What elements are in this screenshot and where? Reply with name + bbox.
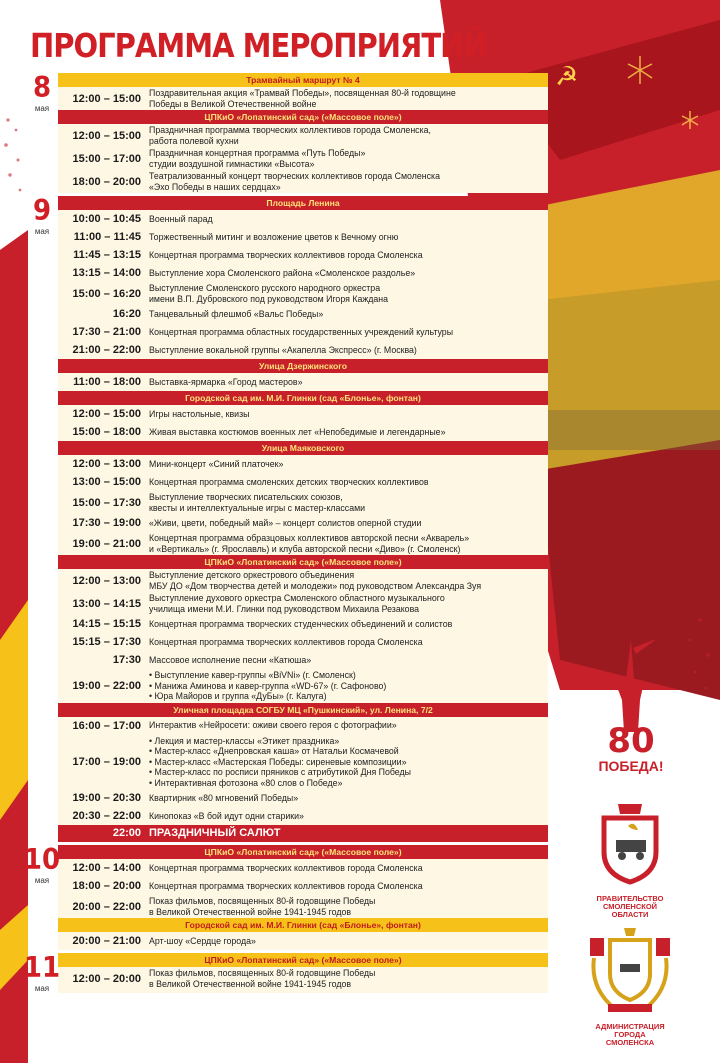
- event-description: Арт-шоу «Сердце города»: [149, 935, 256, 946]
- event-row: [58, 87, 548, 110]
- event-description: Показ фильмов, посвященных 80-й годовщине Победы в Великой Отечественной войне 1941-1945 годов: [149, 968, 376, 989]
- event-description: Выступление хора Смоленского района «Смоленское раздолье»: [149, 267, 416, 278]
- event-description: • Лекция и мастер-классы «Этикет праздника» • Мастер-класс «Днепровская каша» от Натальи Космачевой • Мастер-класс «Мастерская Победы: сиреневые композиции» • Мастер-класс по росписи пряников с атрибутикой Дня Победы • Интерактивная фотозона «80 слов о Победе»: [149, 735, 411, 788]
- event-row: [58, 669, 548, 703]
- event-time: 12:00 – 15:00: [72, 408, 141, 420]
- event-time: 17:30 – 21:00: [72, 326, 141, 338]
- event-time: 17:30 – 19:00: [72, 517, 141, 529]
- victory-number: 80: [607, 721, 655, 761]
- event-time: 18:00 – 20:00: [72, 175, 141, 188]
- venue-header: Улица Дзержинского: [58, 359, 548, 373]
- event-row: [58, 532, 548, 555]
- fireworks-time: 22:00: [112, 827, 141, 839]
- event-row: [58, 895, 548, 918]
- event-row: [58, 807, 548, 825]
- day-block: [23, 951, 544, 993]
- event-row: [58, 932, 548, 950]
- smolensk-region-emblem: [588, 800, 672, 919]
- event-description: Танцевальный флешмоб «Вальс Победы»: [149, 308, 324, 319]
- city-caption: АДМИНИСТРАЦИЯ ГОРОДА СМОЛЕНСКА: [595, 1022, 665, 1047]
- event-row: [58, 877, 548, 895]
- smolensk-city-emblem: [588, 928, 672, 1047]
- event-description: Выступление Смоленского русского народного оркестра имени В.П. Дубровского под руководством Игоря Каждана: [149, 283, 389, 304]
- event-row: [58, 323, 548, 341]
- event-row: [58, 282, 548, 305]
- event-time: 20:00 – 21:00: [72, 935, 141, 947]
- event-row: [58, 405, 548, 423]
- event-description: Военный парад: [149, 213, 213, 224]
- event-description: Концертная программа творческих коллективов города Смоленска: [149, 636, 423, 647]
- event-row: [58, 341, 548, 359]
- event-row: [58, 967, 548, 990]
- event-time: 20:00 – 22:00: [72, 900, 141, 913]
- event-row: [58, 170, 548, 193]
- day-label: [23, 951, 61, 993]
- venue-header: ЦПКиО «Лопатинский сад» («Массовое поле»): [58, 110, 548, 124]
- day-block: [30, 73, 544, 193]
- event-description: Выступление детского оркестрового объединения МБУ ДО «Дом творчества детей и молодежи» под руководством Александра Зуя: [149, 570, 482, 591]
- event-row: [58, 455, 548, 473]
- event-description: Выступление духового оркестра Смоленского областного музыкального училища имени М.И. Глинки под руководством Михаила Резакова: [149, 593, 445, 614]
- day-month: мая: [34, 104, 50, 113]
- event-time: 13:15 – 14:00: [72, 267, 141, 279]
- venue-header: Улица Маяковского: [58, 441, 548, 455]
- event-description: Живая выставка костюмов военных лет «Непобедимые и легендарные»: [149, 426, 446, 437]
- event-time: 12:00 – 13:00: [72, 458, 141, 470]
- event-time: 17:00 – 19:00: [72, 755, 141, 768]
- venue-header: ЦПКиО «Лопатинский сад» («Массовое поле»): [58, 845, 548, 859]
- event-description: Концертная программа смоленских детских творческих коллективов: [149, 476, 429, 487]
- event-time: 14:15 – 15:15: [72, 618, 141, 630]
- venue-header: Уличная площадка СОГБУ МЦ «Пушкинский», ул. Ленина, 7/2: [58, 703, 548, 717]
- venue-header: ЦПКиО «Лопатинский сад» («Массовое поле»): [58, 555, 548, 569]
- day-month: мая: [34, 227, 50, 236]
- day-label: [30, 73, 54, 193]
- event-time: 12:00 – 20:00: [72, 972, 141, 985]
- venue-header: ЦПКиО «Лопатинский сад» («Массовое поле»): [58, 953, 548, 967]
- event-row: [58, 246, 548, 264]
- event-description: Праздничная концертная программа «Путь Победы» студии воздушной гимнастики «Высота»: [149, 148, 366, 169]
- event-time: 10:00 – 10:45: [72, 213, 141, 225]
- day-block: [23, 843, 544, 950]
- event-time: 11:45 – 13:15: [73, 249, 141, 261]
- event-description: «Живи, цвети, победный май» – концерт солистов оперной студии: [149, 517, 422, 528]
- event-description: Показ фильмов, посвященных 80-й годовщине Победы в Великой Отечественной войне 1941-1945 годов: [149, 896, 376, 917]
- event-time: 11:00 – 11:45: [73, 231, 141, 243]
- event-time: 13:00 – 15:00: [72, 476, 141, 488]
- event-description: Игры настольные, квизы: [149, 408, 250, 419]
- victory-word: ПОБЕДА!: [598, 758, 664, 774]
- event-row: [58, 210, 548, 228]
- event-description: Кинопоказ «В бой идут одни старики»: [149, 810, 304, 821]
- venue-header: Площадь Ленина: [58, 196, 548, 210]
- day-label: [30, 196, 54, 842]
- event-row: [58, 569, 548, 592]
- region-coat-of-arms-icon: [588, 800, 672, 888]
- victory-80-logo: [586, 640, 676, 790]
- event-time: 19:00 – 22:00: [72, 679, 141, 692]
- day-number: 10: [23, 843, 61, 877]
- venue-header: Городской сад им. М.И. Глинки (сад «Блонье», фонтан): [58, 918, 548, 932]
- day-number: 11: [23, 951, 61, 985]
- event-time: 18:00 – 20:00: [72, 880, 141, 892]
- city-coat-of-arms-icon: [588, 928, 672, 1016]
- event-row: [58, 651, 548, 669]
- day-label: [23, 843, 61, 950]
- event-row: [58, 264, 548, 282]
- event-time: 12:00 – 15:00: [72, 92, 141, 105]
- event-description: Концертная программа творческих коллективов города Смоленска: [149, 862, 423, 873]
- day-number: 8: [32, 71, 52, 105]
- fireworks-banner: [58, 825, 548, 842]
- event-time: 15:00 – 17:00: [72, 152, 141, 165]
- event-row: [58, 423, 548, 441]
- event-row: [58, 305, 548, 323]
- event-time: 15:00 – 16:20: [72, 287, 141, 300]
- event-time: 11:00 – 18:00: [73, 376, 141, 388]
- event-row: [58, 592, 548, 615]
- event-description: Выступление вокальной группы «Акапелла Экспресс» (г. Москва): [149, 344, 417, 355]
- svg-text:☭: ☭: [555, 62, 579, 92]
- event-description: Мини-концерт «Синий платочек»: [149, 458, 284, 469]
- event-description: Квартирник «80 мгновений Победы»: [149, 792, 299, 803]
- program-schedule: [23, 71, 544, 993]
- day-month: мая: [34, 984, 50, 993]
- event-description: Концертная программа творческих коллективов города Смоленска: [149, 880, 423, 891]
- event-time: 20:30 – 22:00: [72, 810, 141, 822]
- event-row: [58, 789, 548, 807]
- event-row: [58, 514, 548, 532]
- event-row: [58, 859, 548, 877]
- event-description: Концертная программа творческих студенческих объединений и солистов: [149, 618, 453, 629]
- page-title: ПРОГРАММА МЕРОПРИЯТИЙ: [30, 26, 487, 66]
- event-description: • Выступление кавер-группы «BiVNi» (г. Смоленск) • Манижа Аминова и кавер-группа «WD-67» (г. Сафоново) • Юра Майоров и группа «ДуБы» (г. Калуга): [149, 670, 387, 701]
- event-row: [58, 473, 548, 491]
- day-events: [58, 73, 548, 193]
- event-time: 12:00 – 14:00: [72, 862, 141, 874]
- event-time: 15:15 – 17:30: [72, 636, 141, 648]
- event-time: 15:00 – 17:30: [72, 496, 141, 509]
- event-row: [58, 633, 548, 651]
- event-row: [58, 717, 548, 735]
- event-description: Театрализованный концерт творческих коллективов города Смоленска «Эхо Победы в наших сердцах»: [149, 171, 440, 192]
- event-time: 12:00 – 13:00: [72, 574, 141, 587]
- event-row: [58, 735, 548, 790]
- event-description: Торжественный митинг и возложение цветов к Вечному огню: [149, 231, 399, 242]
- event-description: Концертная программа творческих коллективов города Смоленска: [149, 249, 423, 260]
- venue-header: Трамвайный маршрут № 4: [58, 73, 548, 87]
- day-block: [30, 196, 544, 842]
- event-description: Поздравительная акция «Трамвай Победы», посвященная 80-й годовщине Победы в Великой Отечественной войне: [149, 88, 456, 109]
- day-events: [58, 845, 548, 950]
- event-description: Выставка-ярмарка «Город мастеров»: [149, 376, 303, 387]
- day-events: [58, 953, 548, 993]
- region-caption: ПРАВИТЕЛЬСТВО СМОЛЕНСКОЙ ОБЛАСТИ: [596, 894, 664, 919]
- event-time: 12:00 – 15:00: [72, 129, 141, 142]
- event-row: [58, 615, 548, 633]
- event-time: 19:00 – 21:00: [72, 537, 141, 550]
- event-time: 15:00 – 18:00: [72, 426, 141, 438]
- event-time: 16:20: [112, 308, 141, 320]
- event-time: 17:30: [112, 654, 141, 666]
- fireworks-label: ПРАЗДНИЧНЫЙ САЛЮТ: [149, 827, 281, 839]
- event-description: Концертная программа областных государственных учреждений культуры: [149, 326, 454, 337]
- event-time: 19:00 – 20:30: [72, 792, 141, 804]
- venue-header: Городской сад им. М.И. Глинки (сад «Блонье», фонтан): [58, 391, 548, 405]
- event-description: Выступление творческих писательских союзов, квесты и интеллектуальные игры с мастер-классами: [149, 492, 366, 513]
- day-events: [58, 196, 548, 842]
- event-time: 16:00 – 17:00: [72, 719, 141, 732]
- day-month: мая: [34, 876, 50, 885]
- event-description: Концертная программа образцовых коллективов авторской песни «Акварель» и «Вертикаль» (г. Ярославль) и клуба авторской песни «Диво» (г. Смоленск): [149, 533, 470, 554]
- event-description: Массовое исполнение песни «Катюша»: [149, 654, 312, 665]
- event-time: 21:00 – 22:00: [72, 344, 141, 356]
- event-description: Интерактив «Нейросети: оживи своего героя с фотографии»: [149, 720, 397, 731]
- event-row: [58, 147, 548, 170]
- event-row: [58, 228, 548, 246]
- event-row: [58, 124, 548, 147]
- event-time: 13:00 – 14:15: [72, 597, 141, 610]
- event-description: Праздничная программа творческих коллективов города Смоленска, работа полевой кухни: [149, 125, 431, 146]
- event-row: [58, 373, 548, 391]
- event-row: [58, 491, 548, 514]
- day-number: 9: [32, 194, 52, 228]
